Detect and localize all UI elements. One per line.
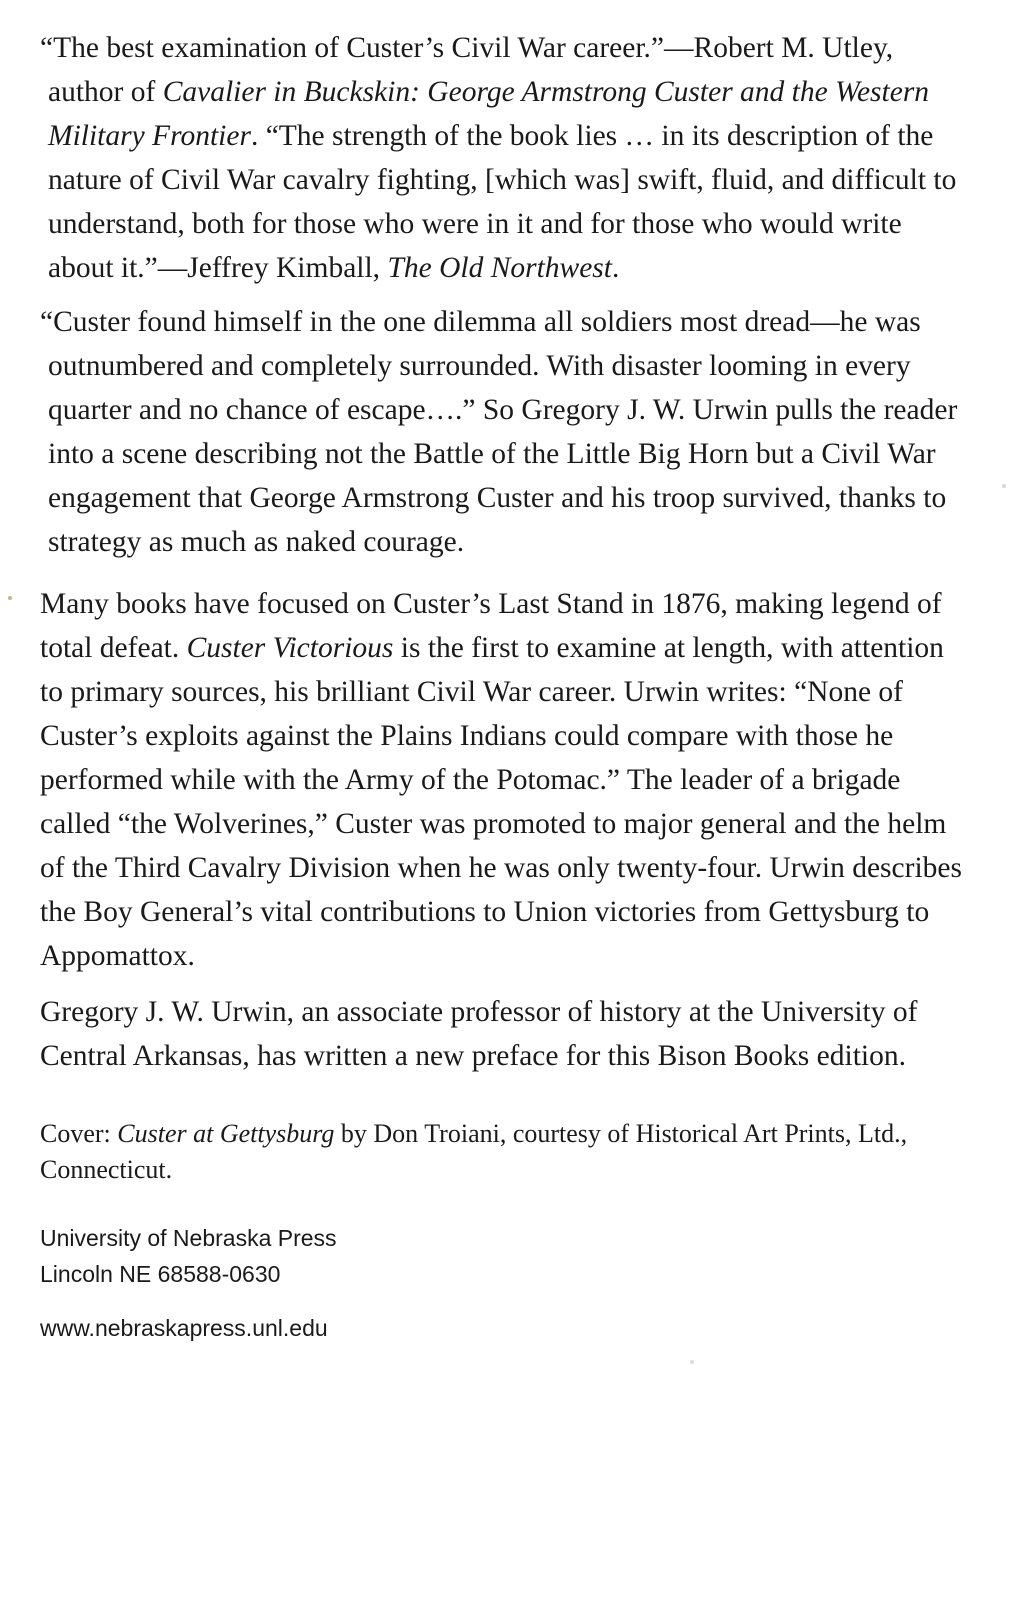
review-quote-utley-kimball: “The best examination of Custer’s Civil War career.”—Robert M. Utley, author of Cavalier in Buckskin: George Armstrong Custer and the Western Military Frontier. “The strength of the book lies … in its description of the nature of Civil War cavalry fighting, [which was] swift, fluid, and difficult to understand, both for those who were in it and for those who would write about it.”—Jeffrey Kimball, The Old Northwest. — [40, 32, 957, 284]
paper-speck — [1002, 484, 1006, 488]
paper-speck — [690, 1360, 694, 1364]
intro-quote-paragraph: “Custer found himself in the one dilemma all soldiers most dread—he was outnumbered and completely surrounded. With disaster looming in every quarter and no chance of escape….” So Gregory J. W. Urwin pulls the reader into a scene describing not the Battle of the Little Big Horn but a Civil War engagement that George Armstrong Custer and his troop survived, thanks to strategy as much as naked courage. — [40, 306, 958, 558]
book-title-cavalier-in-buckskin: Cavalier in Buckskin: George Armstrong Custer and the Western Military Frontier — [48, 76, 930, 152]
book-title-custer-victorious: Custer Victorious — [186, 632, 394, 664]
back-cover-text — [40, 26, 970, 1346]
publisher-block — [40, 1220, 970, 1292]
publisher-name: University of Nebraska Press — [40, 1225, 337, 1251]
journal-title-old-northwest: The Old Northwest — [387, 252, 612, 284]
description-paragraph: Many books have focused on Custer’s Last Stand in 1876, making legend of total defeat. Custer Victorious is the first to examine at length, with attention to primary sources, his brilliant Civil War career. Urwin writes: “None of Custer’s exploits against the Plains Indians could compare with those he performed while with the Army of the Potomac.” The leader of a brigade called “the Wolverines,” Custer was promoted to major general and the helm of the Third Cavalry Division when he was only twenty-four. Urwin describes the Boy General’s vital contributions to Union victories from Gettysburg to Appomattox. — [40, 588, 962, 972]
publisher-website: www.nebraskapress.unl.edu — [40, 1315, 328, 1341]
publisher-address: Lincoln NE 68588-0630 — [40, 1261, 281, 1287]
artwork-title: Custer at Gettysburg — [117, 1119, 335, 1148]
author-bio-paragraph: Gregory J. W. Urwin, an associate professor of history at the University of Central Arkansas, has written a new preface for this Bison Books edition. — [40, 996, 918, 1072]
cover-credit: Cover: Custer at Gettysburg by Don Troiani, courtesy of Historical Art Prints, Ltd., Connecticut. — [40, 1119, 908, 1184]
paper-speck — [8, 596, 12, 600]
